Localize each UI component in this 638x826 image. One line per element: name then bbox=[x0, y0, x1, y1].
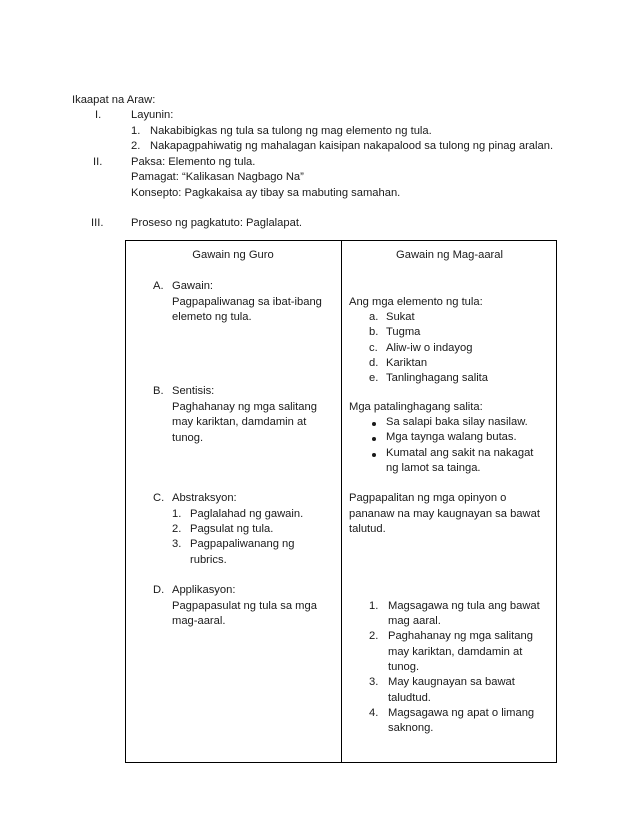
guro-d-line: Pagpapasulat ng tula sa mga bbox=[172, 600, 317, 612]
section-ii-number: II. bbox=[93, 156, 103, 168]
element-text: Tanlinghagang salita bbox=[386, 372, 489, 384]
section-i-title: Layunin: bbox=[131, 109, 174, 121]
guro-c-item-text: Pagpapaliwanang ng bbox=[190, 538, 295, 550]
task-number: 4. bbox=[369, 707, 379, 719]
guro-d-label: D. bbox=[153, 584, 165, 596]
task-text: Paghahanay ng mga salitang bbox=[388, 630, 533, 642]
section-i-number: I. bbox=[95, 109, 102, 121]
title-line: Pamagat: “Kalikasan Nagbago Na” bbox=[131, 171, 304, 183]
task-number: 2. bbox=[369, 630, 379, 642]
objective-1-number: 1. bbox=[131, 125, 141, 137]
element-letter: a. bbox=[369, 311, 379, 323]
topic-line: Paksa: Elemento ng tula. bbox=[131, 156, 256, 168]
guro-c-label: C. bbox=[153, 492, 165, 504]
guro-c-item-number: 3. bbox=[172, 538, 182, 550]
task-number: 3. bbox=[369, 676, 379, 688]
guro-d-title: Applikasyon: bbox=[172, 584, 236, 596]
guro-c-title: Abstraksyon: bbox=[172, 492, 237, 504]
phrase-text: Sa salapi baka silay nasilaw. bbox=[386, 416, 528, 428]
task-text: taludtud. bbox=[388, 692, 431, 704]
guro-c-item-text: rubrics. bbox=[190, 554, 227, 566]
table-column-divider bbox=[341, 240, 342, 763]
bullet-icon bbox=[372, 453, 376, 457]
task-text: May kaugnayan sa bawat bbox=[388, 676, 515, 688]
phrase-text: ng lamot sa tainga. bbox=[386, 462, 481, 474]
header-guro: Gawain ng Guro bbox=[192, 249, 274, 261]
guro-b-line: Paghahanay ng mga salitang bbox=[172, 401, 317, 413]
task-text: Magsagawa ng tula ang bawat bbox=[388, 600, 540, 612]
concept-line: Konsepto: Pagkakaisa ay tibay sa mabuting samahan. bbox=[131, 187, 401, 199]
guro-c-item-number: 2. bbox=[172, 523, 182, 535]
header-magaaral: Gawain ng Mag-aaral bbox=[396, 249, 503, 261]
task-text: Magsagawa ng apat o limang bbox=[388, 707, 535, 719]
guro-a-line: elemeto ng tula. bbox=[172, 311, 252, 323]
element-text: Aliw-iw o indayog bbox=[386, 342, 473, 354]
objective-2-text: Nakapagpahiwatig ng mahalagan kaisipan nakapalood sa tulong ng pinag aralan. bbox=[150, 140, 554, 152]
guro-b-label: B. bbox=[153, 385, 164, 397]
objective-2-number: 2. bbox=[131, 140, 141, 152]
task-text: may kariktan, damdamin at bbox=[388, 646, 523, 658]
section-iii-title: Proseso ng pagkatuto: Paglalapat. bbox=[131, 217, 303, 229]
guro-d-line: mag-aaral. bbox=[172, 615, 226, 627]
element-letter: d. bbox=[369, 357, 379, 369]
guro-a-title: Gawain: bbox=[172, 280, 214, 292]
bullet-icon bbox=[372, 437, 376, 441]
task-text: tunog. bbox=[388, 661, 420, 673]
guro-b-title: Sentisis: bbox=[172, 385, 215, 397]
phrase-text: Kumatal ang sakit na nakagat bbox=[386, 447, 534, 459]
phrase-text: Mga taynga walang butas. bbox=[386, 431, 517, 443]
objective-1-text: Nakabibigkas ng tula sa tulong ng mag elemento ng tula. bbox=[150, 125, 432, 137]
bullet-icon bbox=[372, 422, 376, 426]
guro-c-item-number: 1. bbox=[172, 508, 182, 520]
phrases-title: Mga patalinghagang salita: bbox=[349, 401, 483, 413]
element-text: Sukat bbox=[386, 311, 415, 323]
opinion-line: talutud. bbox=[349, 523, 386, 535]
guro-b-line: tunog. bbox=[172, 432, 204, 444]
element-letter: b. bbox=[369, 326, 379, 338]
opinion-line: Pagpapalitan ng mga opinyon o bbox=[349, 492, 507, 504]
task-number: 1. bbox=[369, 600, 379, 612]
day-heading: Ikaapat na Araw: bbox=[72, 94, 156, 106]
section-iii-number: III. bbox=[91, 217, 104, 229]
element-text: Tugma bbox=[386, 326, 421, 338]
task-text: mag aaral. bbox=[388, 615, 441, 627]
elements-title: Ang mga elemento ng tula: bbox=[349, 296, 483, 308]
task-text: saknong. bbox=[388, 722, 434, 734]
guro-c-item-text: Pagsulat ng tula. bbox=[190, 523, 274, 535]
guro-a-label: A. bbox=[153, 280, 164, 292]
guro-c-item-text: Paglalahad ng gawain. bbox=[190, 508, 304, 520]
opinion-line: pananaw na may kaugnayan sa bawat bbox=[349, 508, 540, 520]
guro-a-line: Pagpapaliwanag sa ibat-ibang bbox=[172, 296, 322, 308]
guro-b-line: may kariktan, damdamin at bbox=[172, 416, 307, 428]
element-letter: c. bbox=[369, 342, 378, 354]
element-text: Kariktan bbox=[386, 357, 428, 369]
element-letter: e. bbox=[369, 372, 379, 384]
